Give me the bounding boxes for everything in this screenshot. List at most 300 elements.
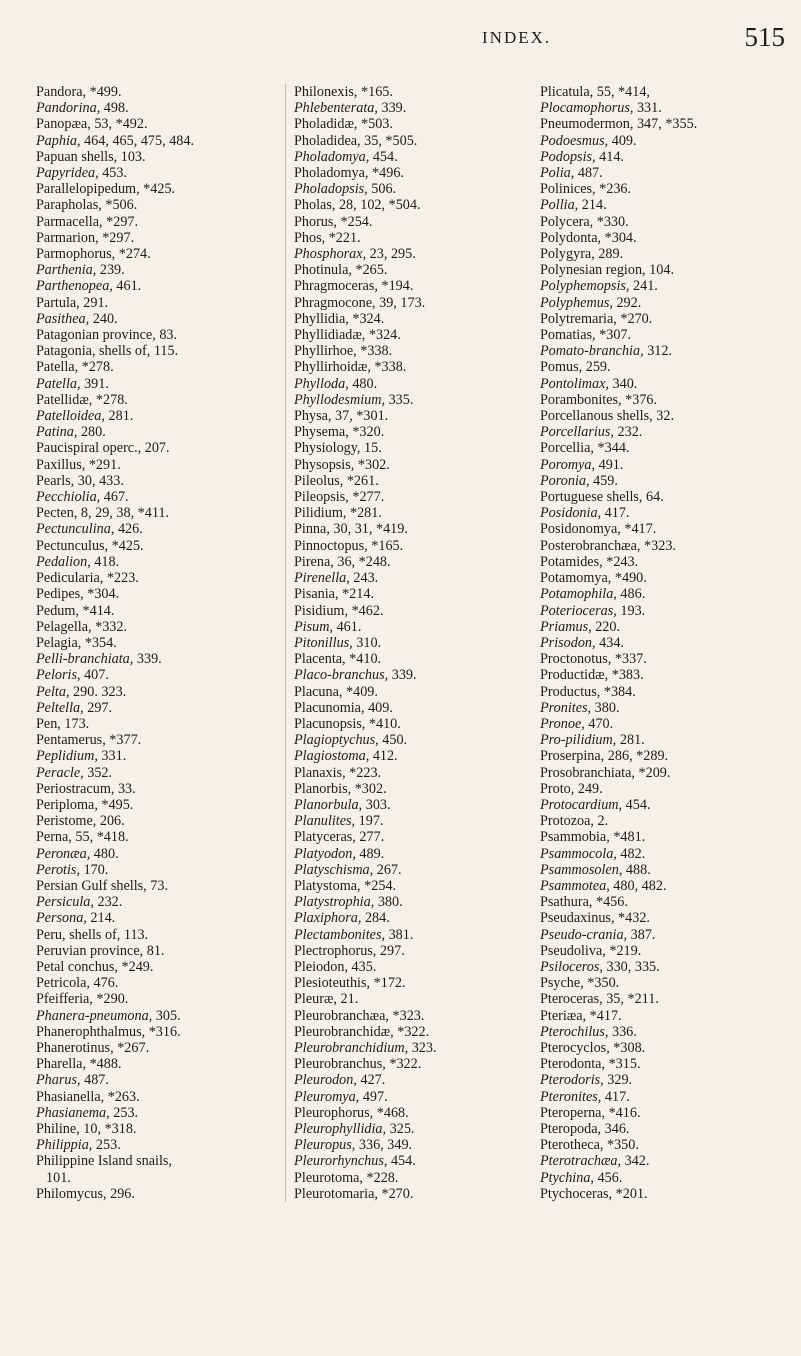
entry-term: Partula, [36, 294, 80, 311]
entry-term: Psammobia, [540, 829, 610, 846]
index-entry [540, 1137, 795, 1153]
index-entry [540, 505, 795, 521]
entry-pages: 454. [369, 148, 398, 165]
entry-term: Pectunculus, [36, 537, 109, 554]
index-entry [36, 246, 284, 262]
entry-pages: *302. [354, 456, 390, 473]
entry-pages: *462. [348, 602, 384, 619]
index-entry [540, 424, 795, 440]
entry-term: Prosobranchiata, [540, 764, 635, 781]
entry-term: Pholadomya, [294, 148, 370, 165]
entry-term: Posidonomya, [540, 521, 621, 538]
entry-pages: 380. [374, 894, 403, 911]
entry-pages: 55, *414, [593, 84, 650, 100]
entry-pages: 284. [361, 910, 390, 927]
entry-term: Platyschisma, [294, 861, 374, 878]
entry-term: Proto, [540, 780, 575, 797]
entry-term: Patella, [36, 359, 79, 376]
entry-pages: *267. [113, 1039, 150, 1056]
index-entry [540, 1186, 795, 1202]
entry-pages: *354. [81, 634, 117, 651]
entry-pages: 259. [582, 359, 611, 376]
index-entry [540, 392, 795, 408]
entry-term: Plicatula, [540, 84, 594, 100]
index-entry [540, 376, 795, 392]
index-entry [294, 619, 538, 635]
entry-pages: *214. [338, 586, 374, 603]
index-entry [294, 878, 538, 894]
entry-pages: 476. [89, 975, 119, 992]
index-entry [294, 1056, 538, 1072]
entry-term: Pterodoris, [540, 1072, 604, 1089]
entry-term: Pterochilus, [540, 1023, 609, 1040]
entry-term: Physopsis, [294, 456, 355, 473]
entry-pages: 37, *301. [331, 408, 389, 425]
entry-pages: 329. [603, 1072, 633, 1089]
entry-pages: *228. [362, 1169, 399, 1186]
entry-pages: *496. [368, 165, 404, 182]
entry-pages: *332. [91, 618, 128, 635]
entry-pages: *488. [86, 1056, 122, 1073]
entry-term: Petricola, [36, 975, 90, 992]
entry-pages: 454. [387, 1153, 416, 1170]
index-entry [540, 748, 795, 764]
index-entry [36, 100, 284, 116]
index-entry [294, 910, 538, 926]
entry-pages: *209. [634, 764, 671, 781]
entry-term: Plesioteuthis, [294, 975, 371, 992]
index-entry [294, 1137, 538, 1153]
entry-pages: *323. [388, 1007, 425, 1024]
index-entry [36, 586, 284, 602]
entry-pages: *330. [593, 213, 629, 230]
entry-term: Phragmocone, [294, 294, 376, 311]
entry-pages: *337. [611, 651, 647, 668]
entry-pages: 243. [349, 570, 379, 587]
entry-pages: 73. [146, 877, 169, 894]
index-entry [540, 100, 795, 116]
entry-pages: 487. [80, 1072, 109, 1089]
index-entry [294, 1170, 538, 1186]
index-entry [36, 651, 284, 667]
index-entry [540, 1040, 795, 1056]
index-entry [294, 570, 538, 586]
entry-pages: 206. [96, 813, 125, 830]
index-entry [36, 359, 284, 375]
index-entry [294, 1105, 538, 1121]
index-entry [36, 1153, 284, 1185]
entry-term: Plagioptychus, [294, 732, 379, 749]
entry-pages: *338. [370, 359, 407, 376]
entry-term: Pleurobranchæa, [294, 1007, 389, 1024]
entry-pages: 310. [352, 634, 382, 651]
entry-term: Pneumodermon, [540, 116, 634, 133]
index-entry [36, 684, 284, 700]
entry-term: Pseudaxinus, [540, 910, 615, 927]
entry-pages: 346. [601, 1121, 630, 1137]
entry-pages: *274. [115, 246, 151, 263]
index-entry [294, 1186, 538, 1202]
entry-term: Porcellanous shells, [540, 408, 653, 425]
entry-pages: 418. [90, 553, 120, 570]
entry-term: Planorbis, [294, 780, 352, 797]
entry-pages: 240. [89, 310, 118, 327]
index-entry [294, 165, 538, 181]
entry-term: Platyodon, [294, 845, 356, 862]
entry-term: Protozoa, [540, 813, 594, 830]
entry-term: Patina, [36, 424, 78, 441]
entry-term: Pedipes, [36, 586, 84, 603]
entry-term: Physiology, [294, 440, 361, 457]
index-entry [36, 829, 284, 845]
index-entry [294, 197, 538, 213]
entry-term: Polyphemopsis, [540, 278, 630, 295]
index-entry [294, 748, 538, 764]
entry-pages: 491. [595, 456, 624, 473]
index-entry [36, 489, 284, 505]
index-entry [294, 1072, 538, 1088]
index-entry [294, 700, 538, 716]
entry-term: Porcellia, [540, 440, 594, 457]
entry-term: Pronites, [540, 699, 592, 716]
index-entry [294, 797, 538, 813]
entry-term: Pirena, [294, 553, 334, 570]
entry-pages: 506. [367, 181, 397, 198]
index-entry [294, 359, 538, 375]
index-entry [36, 1024, 284, 1040]
entry-pages: 115. [150, 343, 179, 360]
entry-term: Protocardium, [540, 796, 623, 813]
entry-term: Pearls, [36, 472, 75, 489]
entry-term: Prisodon, [540, 634, 596, 651]
index-entry [540, 619, 795, 635]
entry-term: Polytremaria, [540, 310, 617, 327]
entry-pages: 64. [642, 489, 664, 506]
entry-term: Pteropoda, [540, 1121, 602, 1137]
entry-term: Phorus, [294, 213, 337, 230]
entry-pages: 35, *505. [360, 132, 418, 149]
index-entry [540, 716, 795, 732]
index-entry [36, 165, 284, 181]
entry-pages: *338. [356, 343, 393, 360]
index-entry [36, 1186, 284, 1202]
entry-term: Polyphemus, [540, 294, 613, 311]
index-entry [294, 975, 538, 991]
entry-pages: *265. [351, 262, 388, 279]
entry-term: Polydonta, [540, 229, 602, 246]
index-entry [36, 538, 284, 554]
entry-pages: *468. [373, 1104, 409, 1121]
index-entry [36, 197, 284, 213]
entry-pages: *320. [348, 424, 385, 441]
index-entry [540, 603, 795, 619]
entry-pages: 53, *492. [90, 116, 148, 133]
entry-pages: *376. [621, 391, 658, 408]
entry-term: Pedum, [36, 602, 79, 619]
entry-term: Parmarion, [36, 229, 99, 246]
entry-pages: 39, 173. [375, 294, 426, 311]
entry-pages: *261. [343, 472, 379, 489]
entry-term: Productus, [540, 683, 601, 700]
entry-term: Pilidium, [294, 505, 347, 522]
entry-term: Phlebenterata, [294, 100, 378, 117]
entry-pages: 249. [574, 780, 603, 797]
entry-pages: *263. [104, 1088, 140, 1105]
index-entry [294, 829, 538, 845]
entry-term: Pileopsis, [294, 489, 349, 506]
index-entry [294, 603, 538, 619]
entry-term: Peracle, [36, 764, 84, 781]
index-entry [36, 927, 284, 943]
entry-pages: 352. [83, 764, 113, 781]
index-entry [540, 1072, 795, 1088]
entry-pages: *270. [616, 310, 653, 327]
entry-term: Planulites, [294, 813, 356, 830]
entry-term: Phanera-pneumona, [36, 1007, 153, 1024]
entry-pages: 435. [348, 958, 377, 975]
entry-pages: *308. [609, 1039, 646, 1056]
index-entry [36, 975, 284, 991]
index-entry [540, 262, 795, 278]
entry-pages: 347, *355. [633, 116, 698, 133]
index-entry [294, 376, 538, 392]
entry-pages: *172. [370, 975, 406, 992]
entry-pages: *291. [85, 456, 121, 473]
entry-pages: 297. [376, 942, 405, 959]
entry-pages: 461. [333, 618, 362, 635]
entry-term: Pleurobranchidæ, [294, 1023, 394, 1040]
entry-pages: 21. [336, 991, 359, 1008]
index-entry [540, 343, 795, 359]
index-entry [294, 765, 538, 781]
entry-pages: 487. [574, 165, 603, 182]
entry-pages: *425. [108, 537, 144, 554]
entry-pages: 8, 29, 38, *411. [77, 505, 170, 522]
index-entry [36, 181, 284, 197]
index-entry [540, 684, 795, 700]
index-entry [36, 133, 284, 149]
entry-pages: *417. [586, 1007, 622, 1024]
entry-term: Philippine Island snails, [36, 1153, 172, 1170]
entry-term: Phylloda, [294, 375, 349, 392]
index-entry [294, 295, 538, 311]
index-entry [36, 1121, 284, 1137]
index-entry [294, 327, 538, 343]
index-entry [36, 311, 284, 327]
entry-term: Pinna, [294, 521, 330, 538]
entry-pages: 104. [645, 262, 674, 279]
entry-term: Parthenia, [36, 262, 97, 279]
index-entry [540, 116, 795, 132]
entry-term: Pleurotomaria, [294, 1185, 378, 1202]
entry-term: Phos, [294, 229, 326, 246]
index-entry [294, 732, 538, 748]
entry-term: Polygyra, [540, 246, 595, 263]
entry-term: Podoesmus, [540, 132, 609, 149]
entry-pages: 214. [86, 910, 116, 927]
index-entry [36, 991, 284, 1007]
entry-term: Patellidæ, [36, 391, 93, 408]
entry-pages: 339. [133, 651, 162, 668]
entry-term: Placunopsis, [294, 715, 366, 732]
entry-pages: *201. [612, 1185, 648, 1202]
entry-term: Phanerotinus, [36, 1039, 114, 1056]
index-entry [540, 408, 795, 424]
entry-pages: 173. [60, 715, 90, 732]
entry-pages: 197. [355, 813, 384, 830]
index-entry [540, 181, 795, 197]
entry-pages: *324. [365, 327, 401, 344]
entry-pages: 241. [629, 278, 658, 295]
entry-term: Potamomya, [540, 570, 612, 587]
index-entry [540, 278, 795, 294]
entry-term: Pholas, [294, 197, 336, 214]
entry-pages: 36, *248. [333, 553, 391, 570]
entry-term: Psammosolen, [540, 861, 623, 878]
entry-pages: *297. [98, 229, 135, 246]
entry-term: Pentamerus, [36, 732, 106, 749]
entry-term: Porambonites, [540, 391, 622, 408]
entry-term: Pecten, [36, 505, 78, 522]
entry-pages: 30, 31, *419. [329, 521, 408, 538]
entry-pages: *223. [345, 764, 382, 781]
index-entry [294, 424, 538, 440]
entry-pages: 32. [652, 408, 674, 425]
entry-pages: 292. [612, 294, 642, 311]
index-entry [294, 1089, 538, 1105]
entry-term: Proctonotus, [540, 651, 612, 668]
entry-term: Pharus, [36, 1072, 81, 1089]
entry-pages: 486. [616, 586, 646, 603]
entry-pages: 297. [83, 699, 113, 716]
index-entry [36, 765, 284, 781]
entry-term: Phyllirhoe, [294, 343, 357, 360]
entry-pages: *290. [92, 991, 129, 1008]
entry-pages: 207. [141, 440, 170, 457]
entry-pages: 23, 295. [366, 246, 416, 263]
entry-pages: *350. [583, 975, 620, 992]
index-entry [36, 343, 284, 359]
entry-pages: *219. [605, 942, 642, 959]
entry-term: Pisum, [294, 618, 334, 635]
entry-pages: *236. [595, 181, 632, 198]
index-entry [294, 84, 538, 100]
entry-term: Porcellarius, [540, 424, 614, 441]
entry-pages: 331. [97, 748, 127, 765]
entry-pages: 30, 433. [74, 472, 124, 489]
entry-pages: 450. [378, 732, 408, 749]
index-entry [36, 846, 284, 862]
entry-pages: *315. [605, 1056, 641, 1073]
index-entry [36, 878, 284, 894]
index-entry [36, 554, 284, 570]
entry-pages: *383. [608, 667, 644, 684]
entry-term: Plaxiphora, [294, 910, 362, 927]
entry-term: Perotis, [36, 861, 81, 878]
entry-pages: *344. [593, 440, 630, 457]
index-entry [540, 84, 795, 100]
entry-term: Pleurotoma, [294, 1169, 363, 1186]
index-entry [540, 165, 795, 181]
entry-pages: *254. [336, 213, 373, 230]
entry-term: Peloris, [36, 667, 81, 684]
index-entry [294, 927, 538, 943]
entry-pages: 323. [408, 1039, 437, 1056]
index-entry [294, 311, 538, 327]
entry-term: Polycera, [540, 213, 594, 230]
entry-pages: *307. [595, 327, 632, 344]
entry-pages: *302. [351, 780, 387, 797]
entry-term: Pirenella, [294, 570, 350, 587]
entry-pages: 464, 465, 475, 484. [80, 132, 195, 149]
entry-term: Pteronites, [540, 1088, 602, 1105]
index-entry [294, 457, 538, 473]
index-entry [540, 878, 795, 894]
entry-term: Philonexis, [294, 84, 358, 100]
entry-term: Periostracum, [36, 780, 115, 797]
entry-pages: *432. [614, 910, 650, 927]
entry-term: Placo-branchus, [294, 667, 389, 684]
entry-pages: 103. [117, 148, 146, 165]
entry-pages: 454. [622, 796, 651, 813]
index-entry [36, 295, 284, 311]
index-entry [540, 732, 795, 748]
index-entry [36, 84, 284, 100]
entry-pages: *506. [101, 197, 138, 214]
index-entry [540, 635, 795, 651]
entry-term: Priamus, [540, 618, 592, 635]
entry-pages: 480. [90, 845, 119, 862]
index-entry [36, 603, 284, 619]
entry-pages: *249. [117, 958, 154, 975]
entry-term: Pedicularia, [36, 570, 104, 587]
entry-term: Phanerophthalmus, [36, 1023, 146, 1040]
entry-pages: 498. [100, 100, 129, 117]
index-entry [294, 133, 538, 149]
entry-pages: *409. [342, 683, 378, 700]
index-entry [540, 197, 795, 213]
page-header [0, 22, 801, 62]
entry-term: Phyllidiadæ, [294, 327, 366, 344]
entry-term: Psammocola, [540, 845, 617, 862]
entry-term: Pontolimax, [540, 375, 609, 392]
entry-pages: 296. [106, 1185, 135, 1202]
entry-pages: 286, *289. [604, 748, 669, 765]
entry-term: Petal conchus, [36, 958, 118, 975]
entry-pages: 193. [616, 602, 646, 619]
entry-pages: *316. [145, 1023, 181, 1040]
index-entry [36, 813, 284, 829]
entry-pages: 497. [359, 1088, 388, 1105]
entry-term: Pteriæa, [540, 1007, 587, 1024]
entry-pages: 10, *318. [79, 1121, 137, 1137]
entry-pages: *425. [139, 181, 176, 198]
index-entry [294, 181, 538, 197]
index-entry [540, 1089, 795, 1105]
index-entry [36, 262, 284, 278]
index-entry [294, 667, 538, 683]
index-entry [540, 327, 795, 343]
index-entry [36, 1089, 284, 1105]
index-entry [36, 376, 284, 392]
entry-pages: *377. [105, 732, 142, 749]
entry-term: Plectrophorus, [294, 942, 377, 959]
entry-pages: 336, 349. [355, 1137, 413, 1154]
entry-term: Planaxis, [294, 764, 346, 781]
index-entry [540, 1170, 795, 1186]
entry-term: Peronæa, [36, 845, 91, 862]
index-entry [540, 991, 795, 1007]
